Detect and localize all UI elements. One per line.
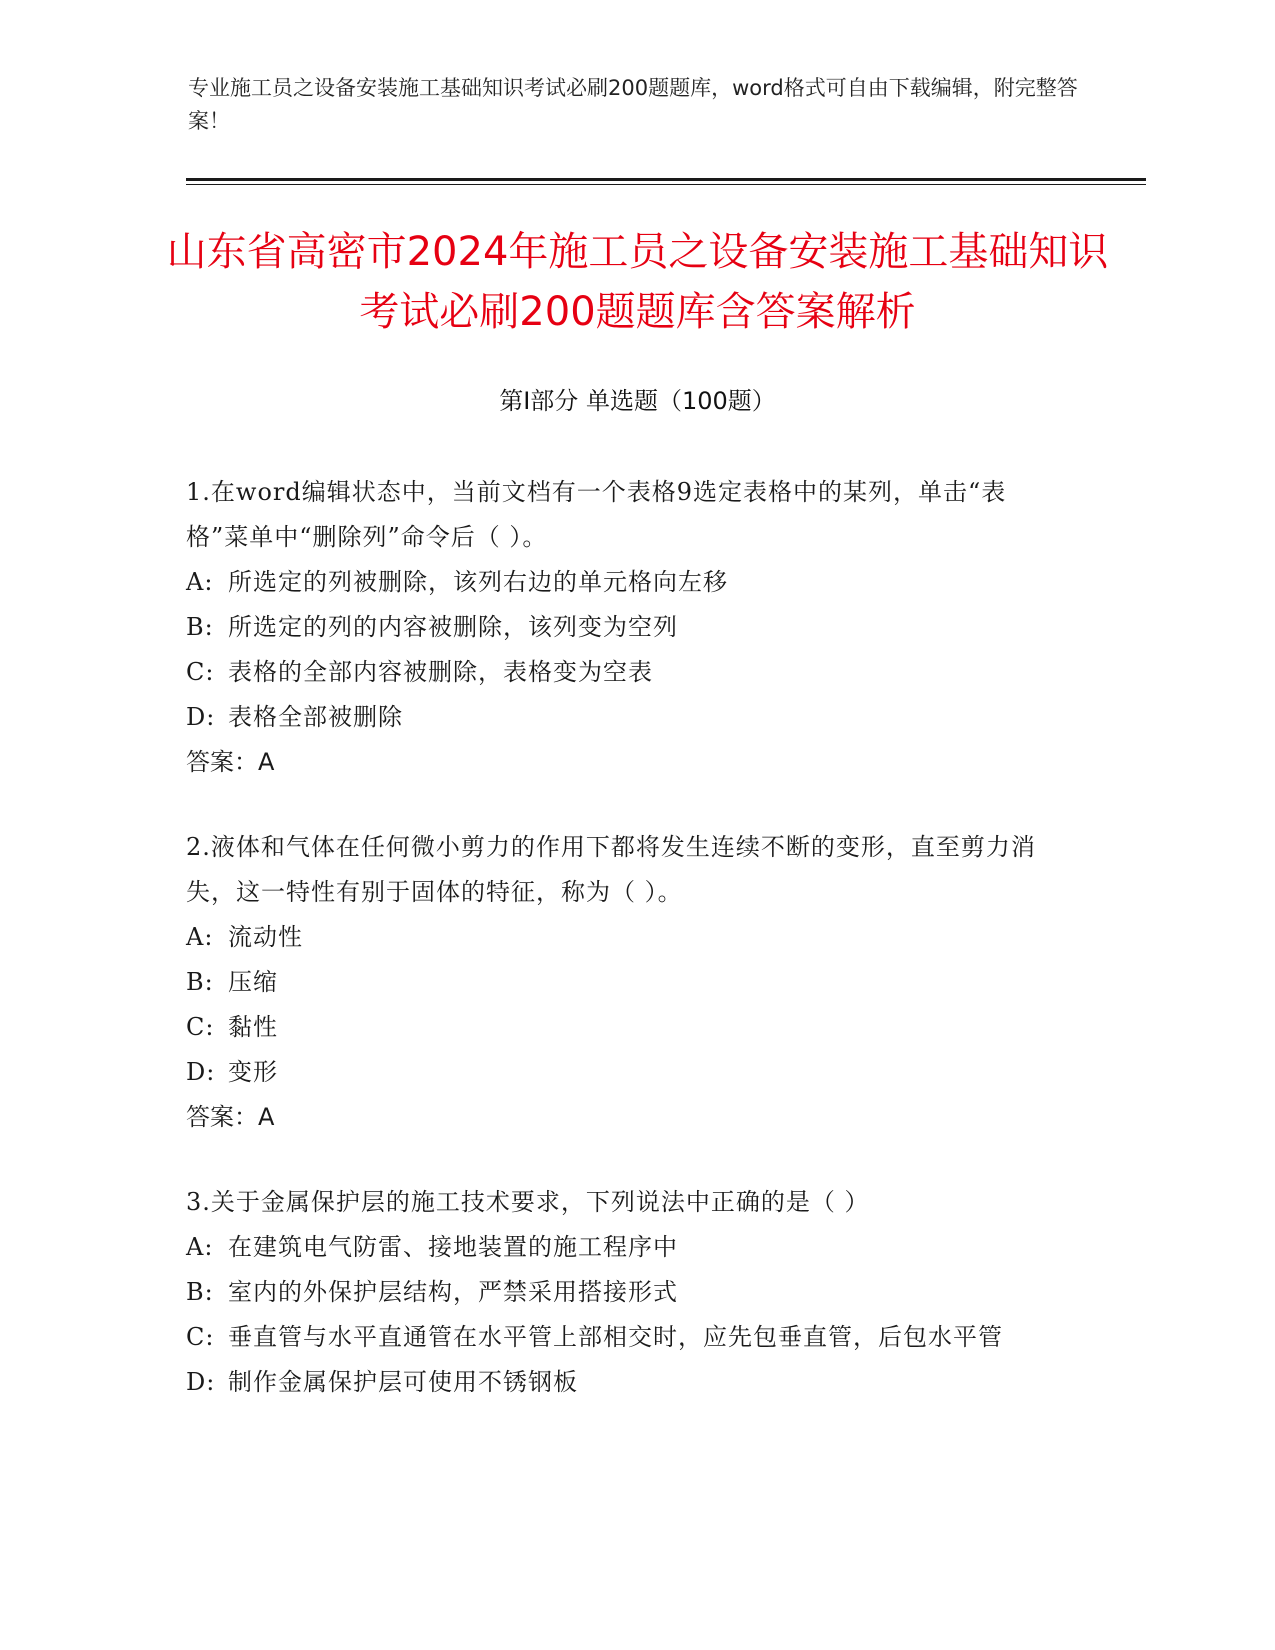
option-text: 流动性 (228, 923, 303, 951)
option-text: 黏性 (228, 1013, 278, 1041)
option-letter: D: (186, 1058, 216, 1086)
option-c (186, 1005, 1066, 1050)
option-text: 表格全部被删除 (228, 703, 403, 731)
option-a (186, 1225, 1066, 1270)
answer-line: 答案：A (186, 1103, 275, 1131)
option-d (186, 695, 1066, 740)
option-a (186, 560, 1066, 605)
option-letter: C: (186, 658, 215, 686)
header-note: 专业施工员之设备安装施工基础知识考试必刷200题题库，word格式可自由下载编辑，附完整答案！ (188, 76, 1078, 133)
option-d (186, 1360, 1066, 1405)
option-text: 制作金属保护层可使用不锈钢板 (228, 1368, 578, 1396)
option-letter: C: (186, 1323, 215, 1351)
section-heading: 第Ⅰ部分 单选题（100题） (499, 387, 776, 415)
option-b (186, 960, 1066, 1005)
question-list (186, 470, 1066, 1445)
option-letter: B: (186, 613, 214, 641)
option-letter: A: (186, 1233, 214, 1261)
option-text: 表格的全部内容被删除，表格变为空表 (228, 658, 653, 686)
option-a (186, 915, 1066, 960)
option-letter: B: (186, 1278, 214, 1306)
option-letter: A: (186, 568, 214, 596)
option-b (186, 1270, 1066, 1315)
option-letter: D: (186, 1368, 216, 1396)
option-letter: C: (186, 1013, 215, 1041)
option-letter: B: (186, 968, 214, 996)
option-b (186, 605, 1066, 650)
question-stem: 3.关于金属保护层的施工技术要求，下列说法中正确的是（ ） (186, 1188, 870, 1216)
option-text: 变形 (228, 1058, 278, 1086)
header-divider-thin (186, 184, 1146, 185)
option-text: 压缩 (228, 968, 278, 996)
option-letter: D: (186, 703, 216, 731)
question-1 (186, 470, 1066, 785)
option-text: 所选定的列被删除，该列右边的单元格向左移 (228, 568, 728, 596)
option-text: 在建筑电气防雷、接地装置的施工程序中 (228, 1233, 678, 1261)
question-stem: 1.在word编辑状态中，当前文档有一个表格9选定表格中的某列，单击“表格”菜单中“删除列”命令后（ ）。 (186, 478, 1007, 551)
option-text: 室内的外保护层结构，严禁采用搭接形式 (228, 1278, 678, 1306)
question-stem: 2.液体和气体在任何微小剪力的作用下都将发生连续不断的变形，直至剪力消失，这一特性有别于固体的特征，称为（ ）。 (186, 833, 1036, 906)
answer-line: 答案：A (186, 748, 275, 776)
option-d (186, 1050, 1066, 1095)
document-title: 山东省高密市2024年施工员之设备安装施工基础知识考试必刷200题题库含答案解析 (166, 229, 1109, 335)
option-c (186, 1315, 1066, 1360)
header-divider-thick (186, 178, 1146, 181)
option-c (186, 650, 1066, 695)
option-text: 垂直管与水平直通管在水平管上部相交时，应先包垂直管，后包水平管 (228, 1323, 1003, 1351)
option-letter: A: (186, 923, 214, 951)
question-2 (186, 825, 1066, 1140)
question-3 (186, 1180, 1066, 1405)
option-text: 所选定的列的内容被删除，该列变为空列 (228, 613, 678, 641)
